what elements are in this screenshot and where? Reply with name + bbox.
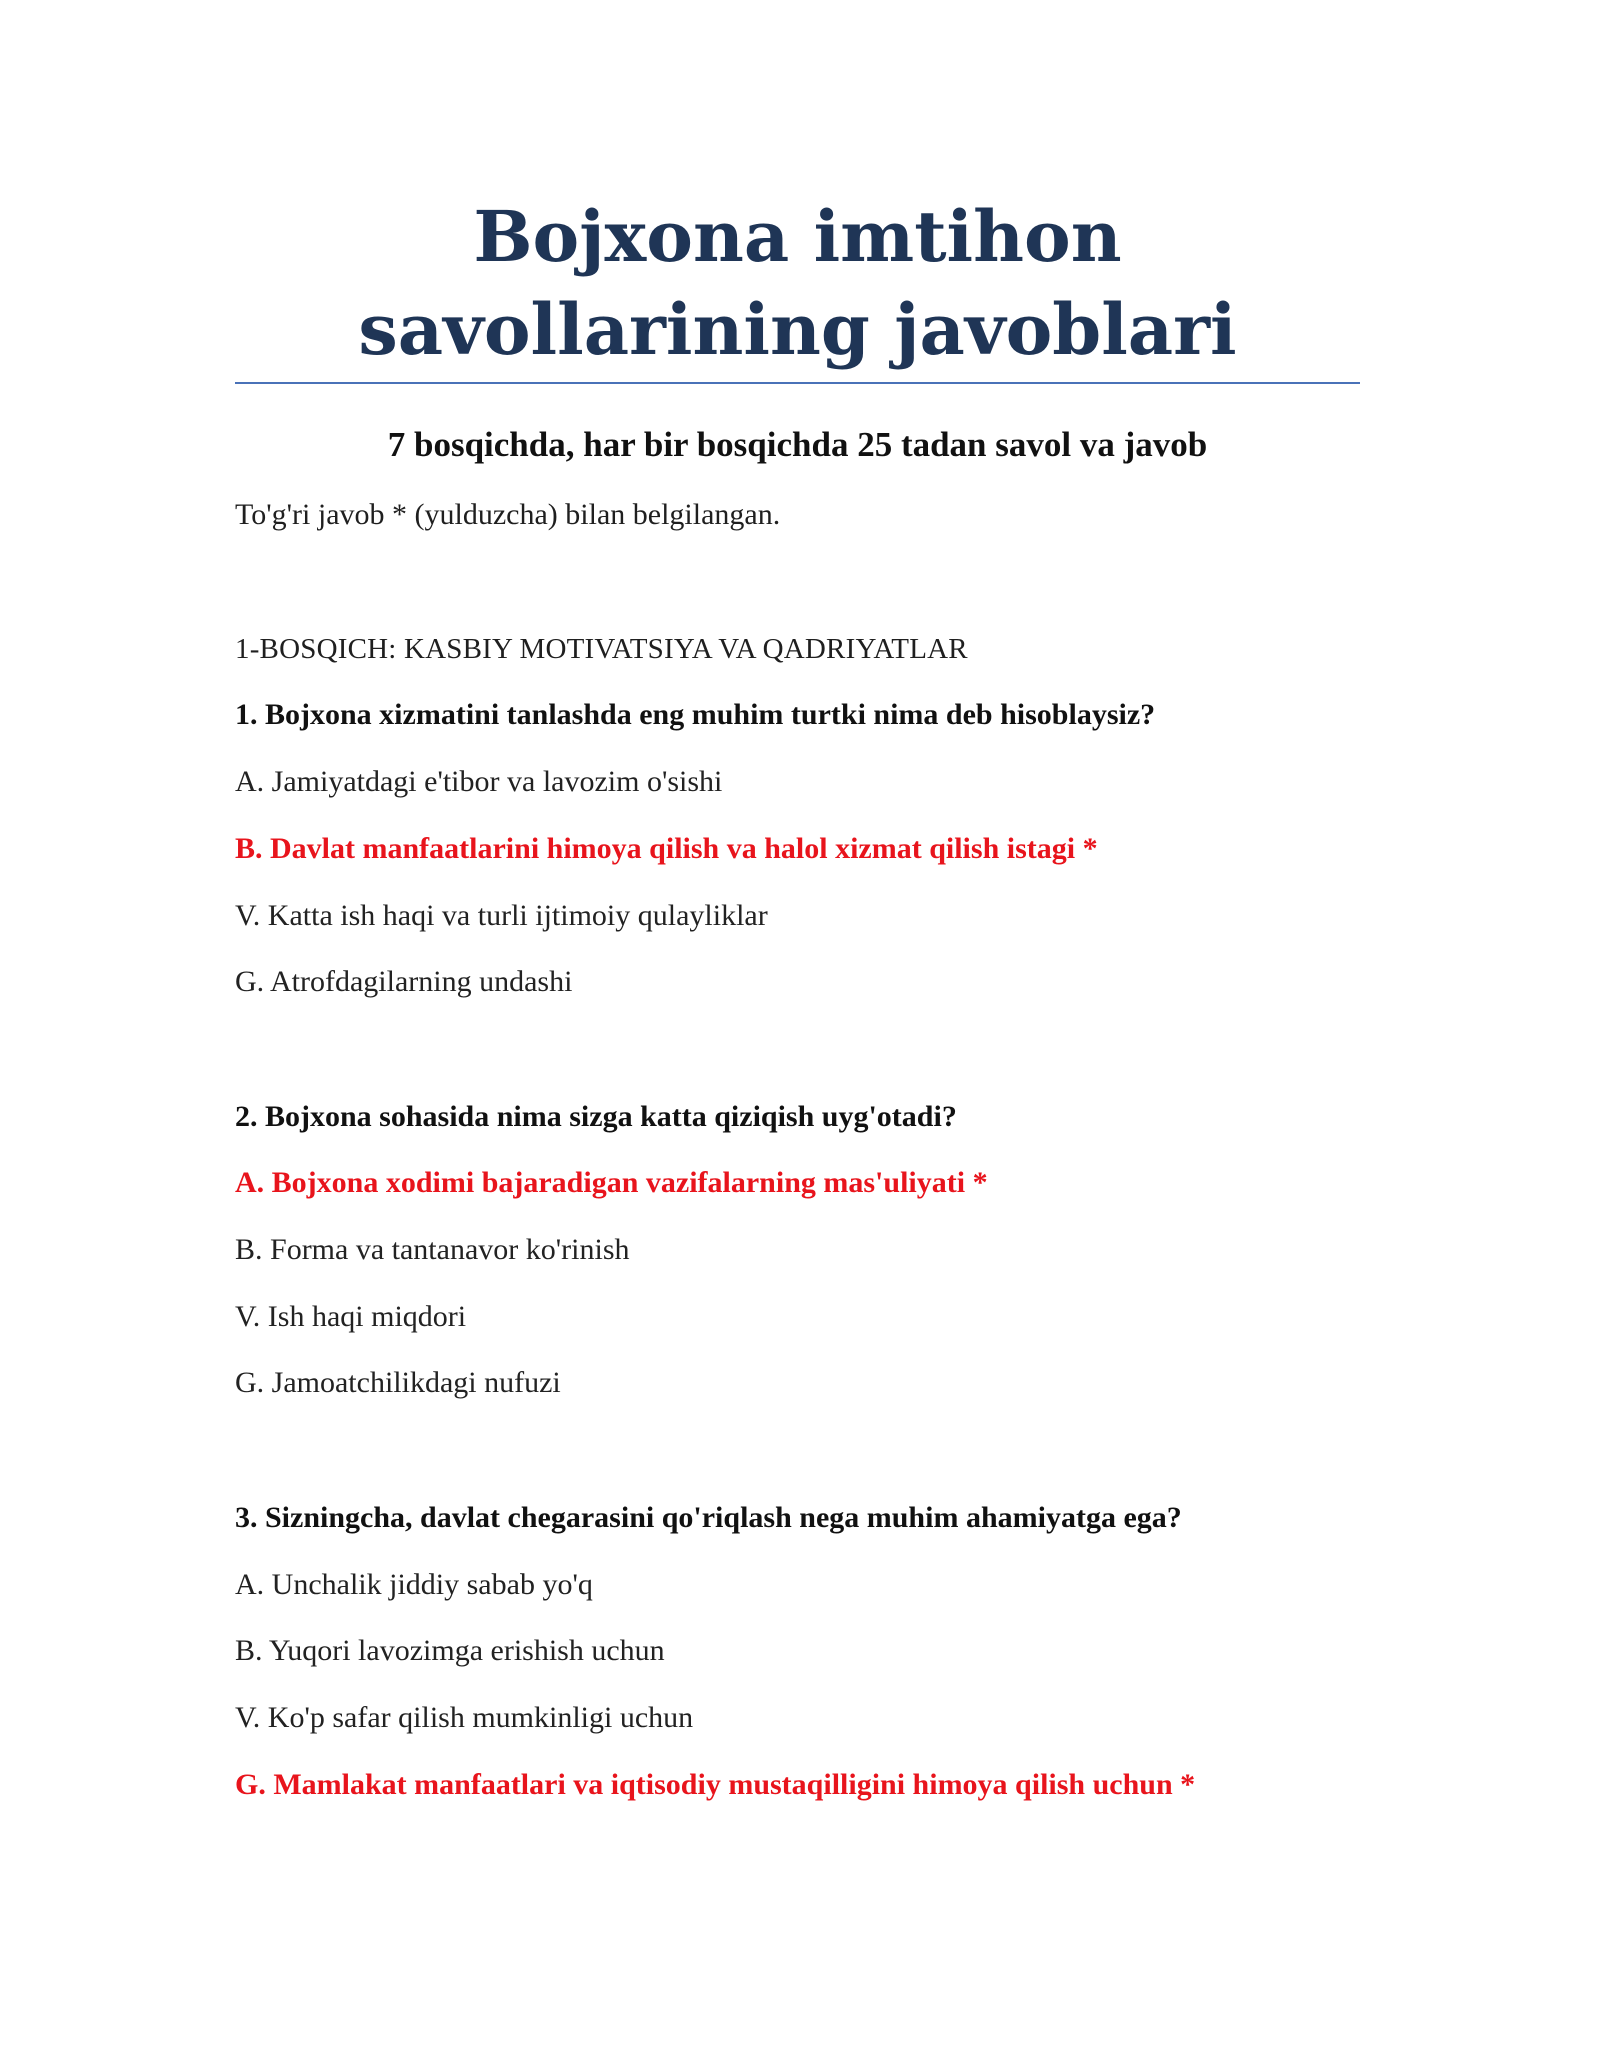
q3-option-b: B. Yuqori lavozimga erishish uchun — [235, 1634, 665, 1667]
q2-option-v: V. Ish haqi miqdori — [235, 1300, 467, 1333]
q3-option-a: A. Unchalik jiddiy sabab yo'q — [235, 1568, 593, 1601]
answer-key-note: To'g'ri javob * (yulduzcha) bilan belgilangan. — [235, 498, 781, 531]
q3-option-g-correct: G. Mamlakat manfaatlari va iqtisodiy mustaqilligini himoya qilish uchun * — [235, 1768, 1196, 1801]
q1-option-g: G. Atrofdagilarning undashi — [235, 965, 573, 998]
q1-option-b-correct: B. Davlat manfaatlarini himoya qilish va halol xizmat qilish istagi * — [235, 832, 1098, 865]
q2-option-g: G. Jamoatchilikdagi nufuzi — [235, 1366, 561, 1399]
title-divider — [235, 382, 1360, 384]
section-heading: 1-BOSQICH: KASBIY MOTIVATSIYA VA QADRIYATLAR — [235, 633, 968, 665]
question-2: 2. Bojxona sohasida nima sizga katta qiziqish uyg'otadi? — [235, 1100, 957, 1133]
q1-option-v: V. Katta ish haqi va turli ijtimoiy qulayliklar — [235, 899, 768, 932]
q2-option-a-correct: A. Bojxona xodimi bajaradigan vazifalarning mas'uliyati * — [235, 1166, 988, 1199]
question-3: 3. Sizningcha, davlat chegarasini qo'riqlash nega muhim ahamiyatga ega? — [235, 1501, 1182, 1534]
document-title: Bojxona imtihon savollarining javoblari — [358, 195, 1237, 371]
q2-option-b: B. Forma va tantanavor ko'rinish — [235, 1233, 630, 1266]
q1-option-a: A. Jamiyatdagi e'tibor va lavozim o'sishi — [235, 765, 723, 798]
document-subtitle: 7 bosqichda, har bir bosqichda 25 tadan savol va javob — [387, 425, 1208, 464]
question-1: 1. Bojxona xizmatini tanlashda eng muhim turtki nima deb hisoblaysiz? — [235, 698, 1156, 731]
q3-option-v: V. Ko'p safar qilish mumkinligi uchun — [235, 1701, 694, 1734]
